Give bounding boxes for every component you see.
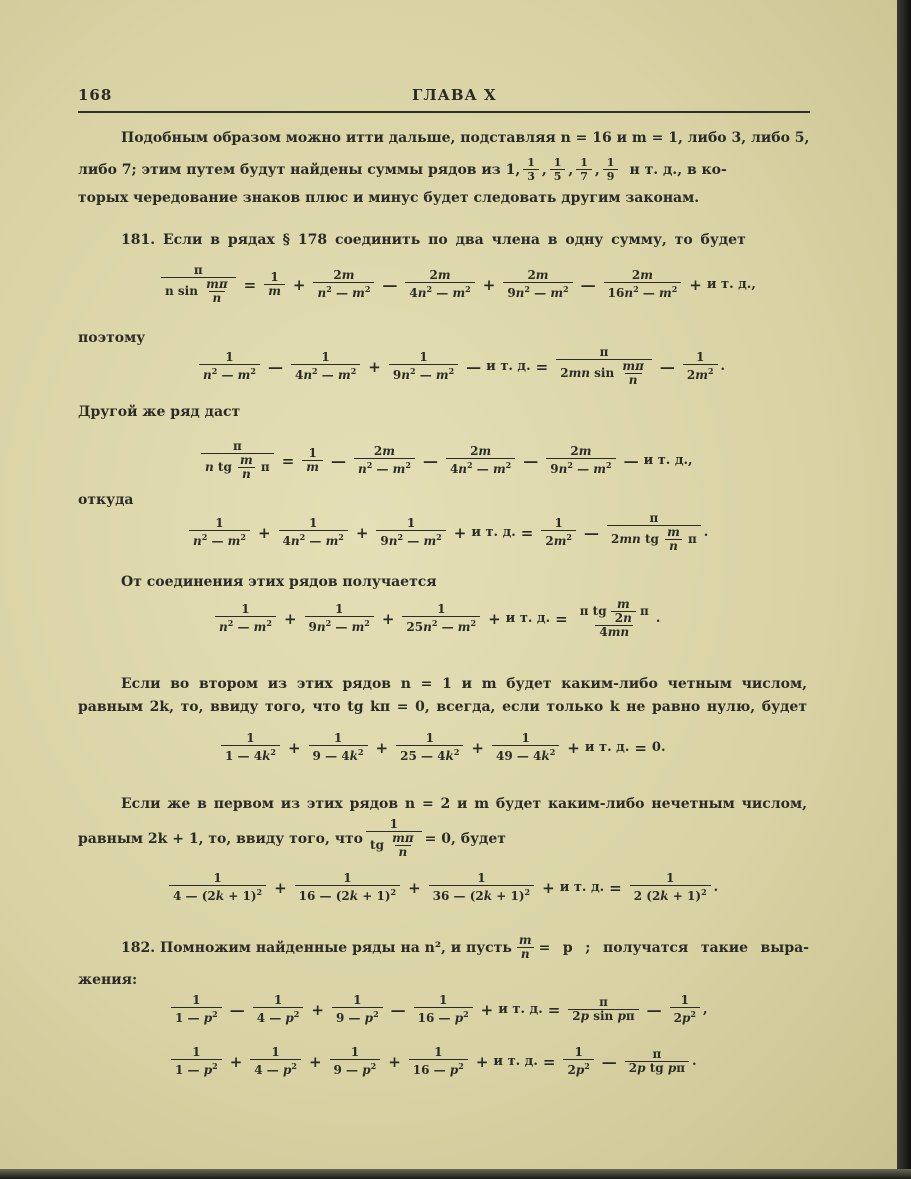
fraction: $\frac{1}{2p^2}$ — [563, 1046, 593, 1077]
formula-6: 1 1 — $4k^2$ + $\frac{1}{9 — 4k^2}$ + $\frac{1}{25 — 4k^2}$ + $\frac{1}{49 — 4k^2}$ + и т. д. = 0. — [218, 732, 666, 763]
text-drugoi: Другой же ряд даст — [78, 404, 241, 420]
fraction: 1 4 — $p^2$ — [253, 994, 304, 1025]
fraction: $\frac{\pi}{\text{2p sin pπ}}$ — [568, 996, 638, 1023]
fraction: $\frac{1}{m}$ — [264, 271, 285, 298]
fraction: $\frac{1}{16 — (2k + 1)^2}$ — [295, 872, 400, 903]
fraction: 1 1 — $4k^2$ — [221, 732, 280, 763]
formula-1: π n sin $\frac{m\pi}{n}$ = $\frac{1}{m}$ + $\frac{2m}{n^2 — m^2}$ — 2m $4n^2$ — $m^2$ + $\frac{2m}{9n^2 — m^2}$ — 2m $16n^2$ — $m^2$ + и т. д. , — [158, 264, 756, 305]
formula-5: 1 $n^2$ — $m^2$ + $\frac{1}{9n^2 — m^2}$ + $\frac{1}{25n^2 — m^2}$ + и т. д. = π tg $\frac{m}{2n}$ π 4mn . — [212, 598, 660, 639]
formula-8: 1 1 — $p^2$ — 1 4 — $p^2$ + $\frac{1}{9 — p^2}$ — 1 16 — $p^2$ + и т. д. = $\frac{\pi}{\text{2p sin pπ}}$ — 1 $2p^2$ , — [168, 994, 708, 1025]
fraction: 1 $2m^2$ — [683, 351, 718, 382]
fraction: $\frac{2m}{9n^2 — m^2}$ — [503, 269, 572, 300]
etc-text: и т. д. — [584, 740, 630, 755]
fraction: 1 tg $\frac{m\pi}{n}$ — [366, 818, 422, 859]
paragraph-line: Подобным образом можно итти дальше, подставляя n = 16 и m = 1, либо 3, либо 5, — [121, 130, 810, 146]
fraction: 1 1 — $p^2$ — [171, 1046, 222, 1077]
paragraph-line: торых чередование знаков плюс и минус будет следовать другим законам. — [78, 190, 700, 206]
paragraph-line-with-fractions: либо 7; этим путем будут найдены суммы рядов из 1, 1 3 , 1 5 , 1 7 , 1 9 н т. д., в ко- — [78, 156, 727, 183]
chapter-title: ГЛАВА X — [412, 86, 497, 104]
formula-3: π n tg $\frac{m}{n}$ π = $\frac{1}{m}$ — 2m $n^2$ — $m^2$ — 2m $4n^2$ — $m^2$ — 2m $9n^2$ — $m^2$ — и т. д. , — [198, 440, 693, 481]
etc-text: и т. д. — [706, 277, 752, 292]
fraction: 1 3 — [523, 156, 539, 183]
paragraph-line: равным 2k, то, ввиду того, что tg kπ = 0, всегда, если только k не равно нулю, будет — [78, 699, 807, 715]
fraction: 2m $16n^2$ — $m^2$ — [604, 269, 682, 300]
formula-9: 1 1 — $p^2$ + $\frac{1}{4 — p^2}$ + $\frac{1}{9 — p^2}$ + $\frac{1}{16 — p^2}$ + и т. д. = $\frac{1}{2p^2}$ — π 2p tg pπ . — [168, 1046, 697, 1077]
etc-text: и т. д. — [486, 359, 531, 374]
fraction: $\frac{1}{4n^2 — m^2}$ — [279, 517, 348, 548]
fraction: $\frac{1}{m}$ — [302, 447, 323, 474]
fraction: π 2p tg pπ — [625, 1048, 689, 1075]
paragraph-line: Если во втором из этих рядов n = 1 и m будет каким-либо четным числом, — [121, 676, 807, 692]
formula-2: 1 $n^2$ — $m^2$ — 1 $4n^2$ — $m^2$ + $\frac{1}{9n^2 — m^2}$ — и т. д. = π 2mn sin $\frac{m\pi}{n}$ — 1 $2m^2$ . — [196, 346, 725, 387]
fraction: 1 $4n^2$ — $m^2$ — [291, 351, 360, 382]
fraction: 1 1 — $p^2$ — [171, 994, 222, 1025]
page-number: 168 — [78, 86, 113, 104]
fraction: $\frac{1}{49 — 4k^2}$ — [492, 732, 559, 763]
fraction: 2m $9n^2$ — $m^2$ — [546, 445, 615, 476]
paragraph-line: Если же в первом из этих рядов n = 2 и m будет каким-либо нечетным числом, — [121, 796, 807, 812]
paragraph-line-with-fraction — [121, 934, 809, 961]
etc-text: и т. д. — [493, 1054, 538, 1069]
fraction: $\frac{1}{2m^2}$ — [541, 517, 576, 548]
text-span: равным 2k + 1, то, ввиду того, что — [78, 830, 364, 847]
text-poetomu: поэтому — [78, 330, 146, 346]
fraction: π n sin $\frac{m\pi}{n}$ — [161, 264, 236, 305]
fraction: π tg $\frac{m}{2n}$ π 4mn — [579, 597, 649, 639]
fraction: 1 7 — [576, 156, 592, 183]
fraction: 1 9 — [603, 156, 619, 183]
fraction: $\frac{1}{36 — (2k + 1)^2}$ — [429, 872, 534, 903]
page-edge-shadow — [897, 0, 911, 1179]
fraction: $\frac{2m}{n^2 — m^2}$ — [313, 269, 374, 300]
fraction: 1 $n^2$ — $m^2$ — [215, 603, 276, 634]
fraction: $\frac{1}{2 (2k + 1)^2}$ — [630, 872, 711, 903]
fraction: $\frac{1}{16 — p^2}$ — [409, 1046, 468, 1077]
fraction: $\frac{1}{9 — p^2}$ — [332, 994, 383, 1025]
fraction: $\frac{1}{9n^2 — m^2}$ — [376, 517, 445, 548]
fraction: 1 5 — [550, 156, 566, 183]
fraction: 2m $4n^2$ — $m^2$ — [446, 445, 515, 476]
text-otkuda: откуда — [78, 492, 134, 508]
etc-text: и т. д. — [643, 453, 689, 468]
formula-4: 1 $n^2$ — $m^2$ + $\frac{1}{4n^2 — m^2}$ + $\frac{1}{9n^2 — m^2}$ + и т. д. = $\frac{1}{2m^2}$ — π 2mn tg $\frac{m}{n}$ π . — [186, 512, 708, 553]
etc-text: и т. д. — [498, 1002, 543, 1017]
formula-7: 1 4 — $(2k + 1)^2$ + $\frac{1}{16 — (2k + 1)^2}$ + $\frac{1}{36 — (2k + 1)^2}$ + и т. д. = $\frac{1}{2 (2k + 1)^2}$ . — [166, 872, 718, 903]
text-span: = 0, будет — [424, 830, 506, 847]
header-rule — [78, 111, 810, 113]
fraction: $\frac{1}{25n^2 — m^2}$ — [402, 603, 480, 634]
fraction: $\frac{1}{9 — 4k^2}$ — [309, 732, 368, 763]
fraction: π 2mn tg $\frac{m}{n}$ π — [607, 512, 701, 553]
fraction: π n tg $\frac{m}{n}$ π — [201, 440, 274, 481]
paragraph-line-with-fraction — [78, 818, 506, 859]
fraction: 2m $4n^2$ — $m^2$ — [405, 269, 474, 300]
fraction: $\frac{1}{9n^2 — m^2}$ — [389, 351, 458, 382]
fraction: $\frac{1}{4 — p^2}$ — [250, 1046, 301, 1077]
paragraph-line: жения: — [78, 972, 138, 988]
fraction: π 2mn sin $\frac{m\pi}{n}$ — [556, 346, 652, 387]
fraction: $\frac{1}{9 — p^2}$ — [330, 1046, 381, 1077]
fraction: $\frac{m}{n}$ — [515, 934, 536, 961]
etc-text: и т. д. — [559, 880, 605, 895]
section-181-intro: 181. Если в рядах § 178 соединить по два члена в одну сумму, то будет — [121, 232, 746, 248]
etc-text: и т. д. — [505, 611, 551, 626]
fraction: 1 4 — $(2k + 1)^2$ — [169, 872, 266, 903]
fraction: 1 $n^2$ — $m^2$ — [199, 351, 260, 382]
fraction: $\frac{1}{9n^2 — m^2}$ — [305, 603, 374, 634]
fraction: 1 16 — $p^2$ — [414, 994, 473, 1025]
text-span: н т. д., в ко- — [629, 161, 727, 178]
text-span: = p ; получатся такие выра- — [538, 939, 809, 956]
page-bottom-shadow — [0, 1169, 911, 1179]
etc-text: и т. д. — [471, 525, 516, 540]
text-span: либо 7; этим путем будут найдены суммы рядов из 1, — [78, 161, 521, 178]
fraction: 2m $n^2$ — $m^2$ — [354, 445, 415, 476]
text-ot: От соединения этих рядов получается — [121, 574, 437, 590]
fraction: 1 $n^2$ — $m^2$ — [189, 517, 250, 548]
text-span: 182. Помножим найденные ряды на n², и пусть — [121, 939, 512, 956]
fraction: 1 $2p^2$ — [670, 994, 700, 1025]
fraction: $\frac{1}{25 — 4k^2}$ — [396, 732, 463, 763]
